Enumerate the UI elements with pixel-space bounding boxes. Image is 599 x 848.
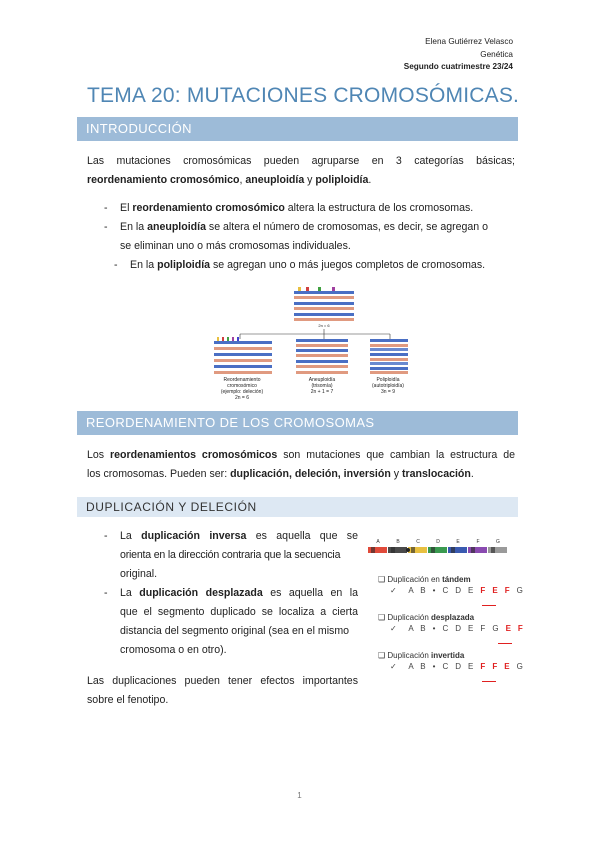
segment-block <box>488 547 507 553</box>
section-heading-intro: INTRODUCCIÓN <box>77 117 518 141</box>
caption-aneuploidy <box>294 377 350 395</box>
line: Las duplicaciones pueden tener efectos importantes <box>87 675 358 687</box>
arrow-desplazada <box>498 643 512 644</box>
segment-letter: E <box>456 539 460 545</box>
chromosome-bar <box>214 359 272 362</box>
bold-text: invertida <box>430 651 465 660</box>
caption-line: 2n = 6 <box>234 395 250 401</box>
dup-item-desplazada <box>378 613 528 633</box>
polyploidy-chromosomes <box>370 339 408 374</box>
seq-text: A B • C D E <box>408 662 481 671</box>
chromosome-bar <box>214 365 272 368</box>
section-heading-reordenamiento: REORDENAMIENTO DE LOS CROMOSOMAS <box>77 411 518 435</box>
gene-mark <box>298 287 301 291</box>
segment-block <box>468 547 487 553</box>
caption-line: (autotriploidía) <box>372 383 404 389</box>
bullet-bold: poliploidía <box>157 259 211 271</box>
term-poliploidia: poliploidía <box>315 174 369 186</box>
reord-paragraph <box>87 446 515 484</box>
caption-line: (trisomía) <box>311 383 333 389</box>
caption-rearrangement <box>208 377 276 401</box>
sep-2: y <box>304 174 316 186</box>
dup-item-tandem <box>378 575 528 595</box>
seq-highlight: E F <box>505 624 526 633</box>
segment-block <box>388 547 407 553</box>
caption-line: 3n = 9 <box>380 389 396 395</box>
segment-block <box>408 547 427 553</box>
chromosome-bar <box>370 358 408 361</box>
chromosome-bar <box>214 353 272 356</box>
chromosome-bar <box>296 365 348 368</box>
bullet-dash: - <box>104 587 108 599</box>
intro-text-line2 <box>87 171 515 190</box>
caption-line: (ejemplo: deleción) <box>220 389 264 395</box>
intro-bullet-2 <box>104 218 516 256</box>
chromosome-bar <box>370 367 408 370</box>
segment-letter: G <box>496 539 500 545</box>
reord-line1 <box>87 446 515 465</box>
segment-band <box>491 547 495 553</box>
chromosome-bar <box>294 307 354 310</box>
chromosome-bar <box>370 348 408 351</box>
text: los cromosomas. Pueden ser: <box>87 468 231 480</box>
chromosome-bar <box>370 344 408 347</box>
segment-letter: A <box>376 539 380 545</box>
intro-text <box>87 152 515 171</box>
chromosome-bar <box>370 371 408 374</box>
chromosome-bar <box>214 347 272 350</box>
caption-line: Poliploidía <box>376 377 400 383</box>
chromosome-bar <box>294 302 354 305</box>
bullet-dash: - <box>114 259 118 271</box>
chromosome-bar <box>296 360 348 363</box>
text: y <box>390 468 402 480</box>
segment-band <box>471 547 475 553</box>
text: Los <box>87 449 111 461</box>
bold-text: translocación <box>401 468 471 480</box>
text: Duplicación <box>387 651 431 660</box>
gene-mark <box>227 337 229 341</box>
chromosome-bar <box>296 354 348 357</box>
intro-bullet-3 <box>114 256 516 275</box>
segment-block <box>428 547 447 553</box>
bold-text: duplicación, deleción, inversión <box>230 468 391 480</box>
segment-band <box>451 547 455 553</box>
caption-line: Aneuploidía <box>308 377 336 383</box>
text: es aquella que se <box>246 530 358 542</box>
bullet-text: En la <box>120 221 148 233</box>
text: Duplicación <box>387 613 431 622</box>
checkbox-icon: ❑ <box>378 575 386 584</box>
bold-text: duplicación desplazada <box>139 587 263 599</box>
line: distancia del segmento original (sea en el mismo <box>120 625 350 637</box>
text: es aquella en la <box>262 587 358 599</box>
line: sobre el fenotipo. <box>87 694 169 706</box>
chromosome-bar <box>294 318 354 321</box>
intro-paragraph <box>87 152 515 190</box>
dup-closing-paragraph <box>87 672 358 710</box>
chromosome-bar <box>296 349 348 352</box>
original-chromosomes <box>294 287 354 321</box>
seq-text: A B • C D E F G <box>408 624 506 633</box>
subject: Genética <box>480 49 513 59</box>
line: cromosoma o en otro). <box>120 644 227 656</box>
page-number: 1 <box>297 791 302 800</box>
term-reordenamiento: reordenamiento cromosómico <box>87 174 240 186</box>
seq-text: G <box>511 586 526 595</box>
caption-line: Reordenamiento cromosómico <box>223 377 261 389</box>
segment-letter: C <box>416 539 420 545</box>
chromosome-mutation-figure <box>208 281 408 401</box>
segment-letter: B <box>396 539 400 545</box>
seq-text: G <box>511 662 526 671</box>
checkbox-icon: ❑ <box>378 651 386 660</box>
sep-3: . <box>368 174 372 186</box>
intro-bullet-1 <box>104 199 516 218</box>
page-title: TEMA 20: MUTACIONES CROMOSÓMICAS. <box>87 84 520 107</box>
segment-bar <box>366 535 526 559</box>
bullet-text: se eliminan uno o más cromosomas individuales. <box>120 240 351 252</box>
bold-text: reordenamientos cromosómicos <box>110 449 278 461</box>
text: son mutaciones que cambian la estructura de <box>277 449 515 461</box>
segment-letter: D <box>436 539 440 545</box>
line <box>120 584 358 603</box>
bullet-text: El <box>120 202 133 214</box>
dup-item-label <box>378 651 528 660</box>
arrow-invertida <box>482 681 496 682</box>
gene-mark <box>222 337 224 341</box>
bold-text: duplicación inversa <box>141 530 247 542</box>
chromosome-bar <box>370 339 408 342</box>
dup-item-label <box>378 613 528 622</box>
bullet-bold: reordenamiento cromosómico <box>132 202 285 214</box>
caption-line: 2n + 1 = 7 <box>310 389 334 395</box>
text: . <box>470 468 474 480</box>
chromosome-bar <box>296 344 348 347</box>
chromosome-bar <box>294 313 354 316</box>
bullet-bold: aneuploidía <box>147 221 206 233</box>
aneuploidy-chromosomes <box>296 339 348 374</box>
check-icon: ✓ <box>390 586 400 595</box>
check-icon: ✓ <box>390 624 400 633</box>
term-aneuploidia: aneuploidía <box>245 174 305 186</box>
segment-band <box>431 547 435 553</box>
caption-polyploidy <box>366 377 410 395</box>
chromosome-bar <box>370 353 408 356</box>
text: La <box>120 530 142 542</box>
gene-mark <box>332 287 335 291</box>
bullet-dash: - <box>104 202 108 214</box>
text: La <box>120 587 140 599</box>
line: original. <box>120 568 158 580</box>
gene-mark <box>232 337 234 341</box>
segment-block <box>448 547 467 553</box>
intro-text-line1: Las mutaciones cromosómicas pueden agruparse en 3 categorías básicas; <box>87 155 515 167</box>
text: Duplicación en <box>387 575 443 584</box>
check-icon: ✓ <box>390 662 400 671</box>
arrow-tandem <box>482 605 496 606</box>
sep-1: , <box>239 174 246 186</box>
reord-line2 <box>87 465 515 484</box>
centromere <box>406 548 410 552</box>
bold-text: tándem <box>442 575 471 584</box>
chromosome-bar <box>294 296 354 299</box>
seq-highlight: F E F <box>480 586 512 595</box>
gene-mark <box>217 337 219 341</box>
dup-bullet-2 <box>104 584 358 660</box>
segment-band <box>371 547 375 553</box>
line <box>120 527 358 546</box>
term: Segundo cuatrimestre 23/24 <box>403 62 513 71</box>
chromosome-bar <box>296 339 348 342</box>
bullet-text: altera la estructura de los cromosomas. <box>284 202 474 214</box>
dup-item-seq <box>378 586 528 595</box>
segment-block <box>368 547 387 553</box>
gene-mark <box>306 287 309 291</box>
seq-text: A B • C D E <box>408 586 481 595</box>
bold-text: desplazada <box>430 613 475 622</box>
gene-mark <box>237 337 239 341</box>
chromosome-bar <box>370 362 408 365</box>
segment-band <box>411 547 415 553</box>
bullet-text: se altera el número de cromosomas, es decir, se agregan o <box>205 221 489 233</box>
segment-band <box>391 547 395 553</box>
bullet-text: se agregan uno o más juegos completos de cromosomas. <box>210 259 486 271</box>
chromosome-bar <box>294 291 354 294</box>
line: orienta en la dirección contraria que la secuencia <box>120 549 341 561</box>
line: que el segmento duplicado se localiza a cierta <box>120 606 358 618</box>
seq-highlight: F F E <box>480 662 512 671</box>
chromosome-bar <box>214 341 272 344</box>
figure-top-label: 2n = 6 <box>318 323 330 328</box>
checkbox-icon: ❑ <box>378 613 386 622</box>
dup-item-seq <box>378 662 528 671</box>
segment-letter: F <box>476 539 480 545</box>
subsection-heading-duplicacion: DUPLICACIÓN Y DELECIÓN <box>77 497 518 517</box>
chromosome-bar <box>214 371 272 374</box>
dup-item-invertida <box>378 651 528 671</box>
dup-bullet-1 <box>104 527 358 584</box>
duplication-figure <box>366 535 526 675</box>
gene-mark <box>318 287 321 291</box>
dup-item-label <box>378 575 528 584</box>
bullet-dash: - <box>104 221 108 233</box>
document-header <box>404 36 513 74</box>
rearrangement-chromosomes <box>214 337 272 374</box>
chromosome-bar <box>296 371 348 374</box>
author: Elena Gutiérrez Velasco <box>425 37 513 46</box>
bullet-text: En la <box>130 259 158 271</box>
bullet-dash: - <box>104 530 108 542</box>
dup-item-seq <box>378 624 528 633</box>
